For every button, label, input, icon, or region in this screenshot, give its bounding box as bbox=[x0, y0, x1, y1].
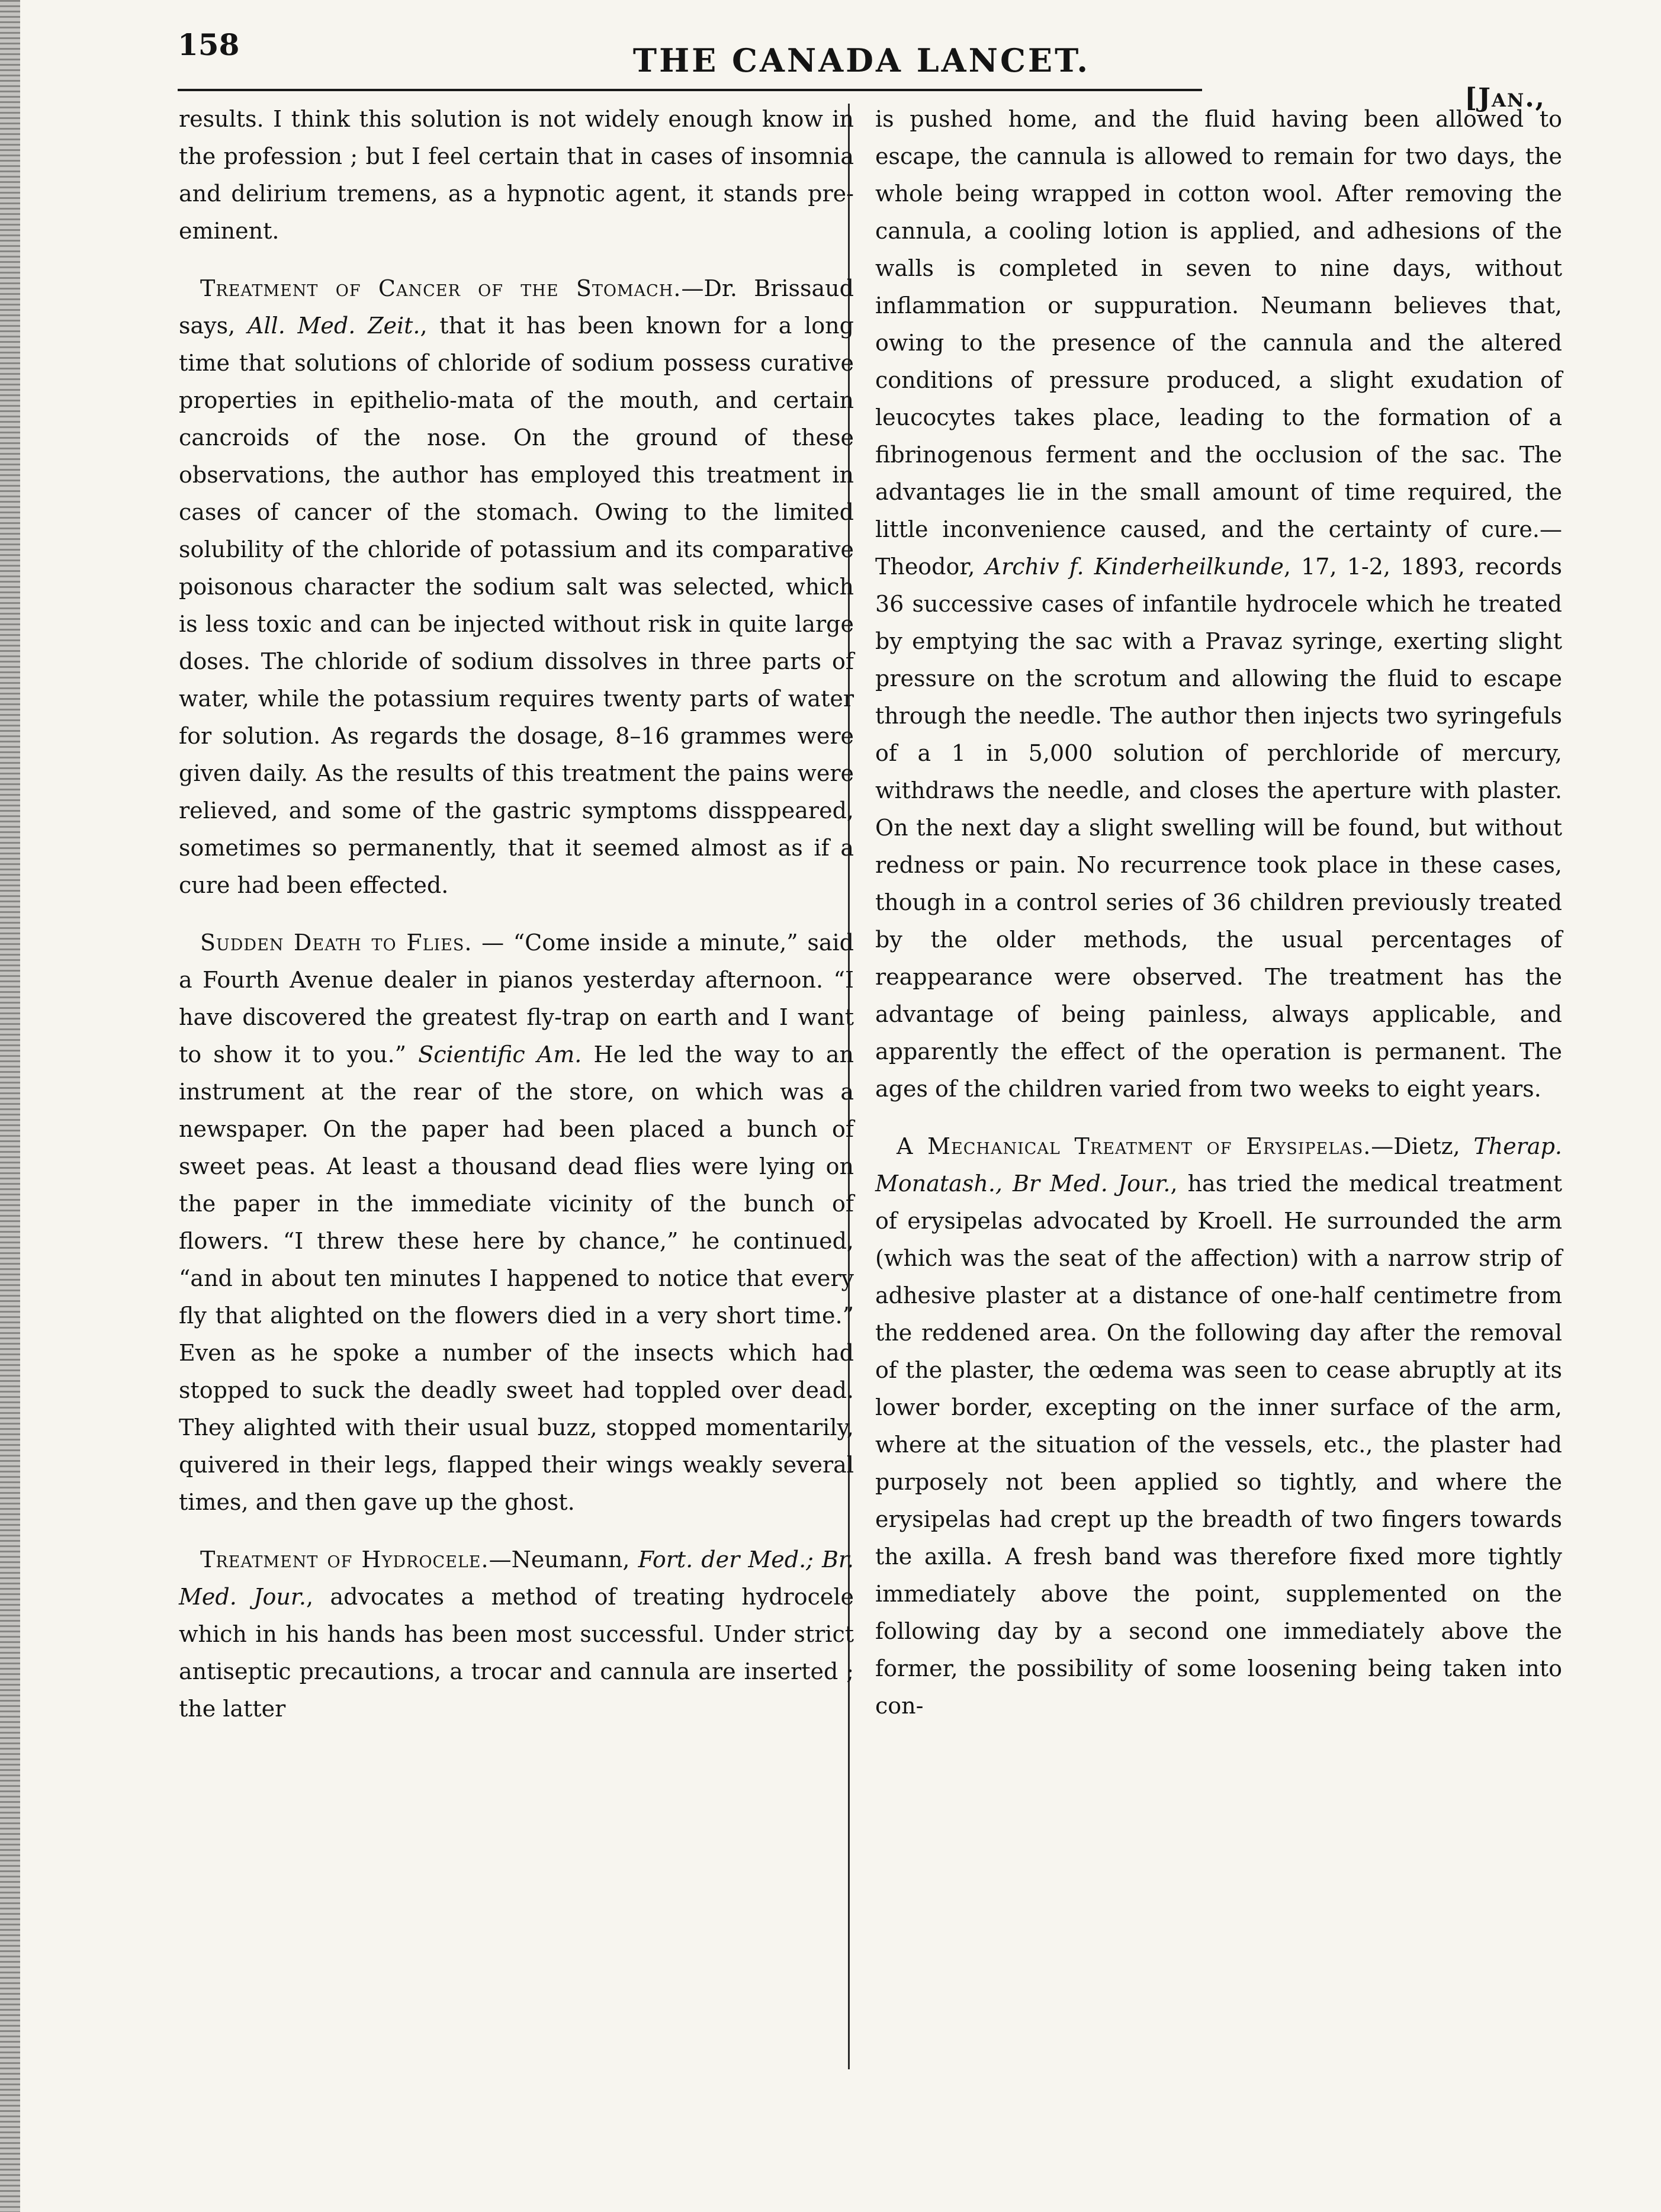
left-column bbox=[179, 101, 854, 1728]
treatment-of-hydrocele-article bbox=[179, 1541, 854, 1728]
article-lead: Dietz, bbox=[1393, 1133, 1474, 1159]
header-rule bbox=[178, 89, 1202, 91]
cancer-of-stomach-article bbox=[179, 270, 854, 904]
mechanical-treatment-of-erysipelas-article bbox=[875, 1128, 1562, 1725]
citation: Archiv f. Kinderheilkunde bbox=[985, 554, 1284, 580]
article-lead: Neumann, bbox=[511, 1547, 638, 1573]
article-heading: Treatment of Cancer of the Stomach. bbox=[200, 275, 682, 301]
citation: Scientific Am. bbox=[418, 1041, 582, 1068]
right-column bbox=[875, 101, 1562, 1725]
citation: All. Med. Zeit. bbox=[247, 313, 420, 339]
citation: Fort. der Med.; Br. Med. Jour. bbox=[179, 1547, 854, 1610]
heading-dash: — bbox=[472, 930, 513, 956]
page-binding-edge bbox=[0, 0, 20, 2212]
article-body: He led the way to an instrument at the rear of the store, on which was a newspaper. On the paper had been placed a bunch of sweet peas. At least a thousand dead flies were lying on the paper in the immediate vicinity of the bunch of flowers. “I threw these here by chance,” he continued, “and in about ten minutes I happened to notice that every fly that alighted on the flowers died in a very short time.” Even as he spoke a number of the insects which had stopped to suck the deadly sweet had toppled over dead. They alighted with their usual buzz, stopped momentarily, quivered in their legs, flapped their wings weakly several times, and then gave up the ghost. bbox=[179, 1041, 854, 1515]
article-body: , has tried the medical treatment of erysipelas advocated by Kroell. He surrounded the arm (which was the seat of the affection) with a narrow strip of adhesive plaster at a distance of one-half centimetre from the reddened area. On the following day after the removal of the plaster, the œdema was seen to cease abruptly at its lower border, excepting on the inner surface of the arm, where at the situation of the vessels, etc., the plaster had purposely not been applied so tightly, and where the erysipelas had crept up the breadth of two fingers towards the axilla. A fresh band was therefore fixed more tightly immediately above the point, supplemented on the following day by a second one immediately above the former, the possibility of some loosening being taken into con- bbox=[875, 1171, 1562, 1719]
article-body: , that it has been known for a long time that solutions of chloride of sodium possess curative properties in epithelio-mata of the mouth, and certain cancroids of the nose. On the ground of these observations, the author has employed this treatment in cases of cancer of the stomach. Owing to the limited solubility of the chloride of potassium and its comparative poisonous character the sodium salt was selected, which is less toxic and can be injected without risk in quite large doses. The chloride of sodium dissolves in three parts of water, while the potassium requires twenty parts of water for solution. As regards the dosage, 8–16 grammes were given daily. As the results of this treatment the pains were relieved, and some of the gastric symptoms dissppeared, sometimes so permanently, that it seemed almost as if a cure had been effected. bbox=[179, 313, 854, 898]
heading-dash: — bbox=[681, 275, 704, 301]
sudden-death-to-flies-article bbox=[179, 924, 854, 1521]
article-body: , advocates a method of treating hydrocele which in his hands has been most successful. Under strict antiseptic precautions, a trocar and cannula are inserted ; the latter bbox=[179, 1584, 854, 1722]
heading-dash: — bbox=[1371, 1133, 1394, 1159]
heading-dash: — bbox=[489, 1547, 512, 1573]
article-heading: A Mechanical Treatment of Erysipelas. bbox=[897, 1133, 1371, 1159]
article-lead: “Come inside a minute,” said a Fourth Avenue dealer in pianos yesterday afternoon. “I have discovered the greatest fly-trap on earth and I want to show it to you.” bbox=[179, 930, 854, 1068]
article-body: , 17, 1-2, 1893, records 36 successive cases of infantile hydrocele which he treated by emptying the sac with a Pravaz syringe, exerting slight pressure on the scrotum and allowing the fluid to escape through the needle. The author then injects two syringefuls of a 1 in 5,000 solution of perchloride of mercury, withdraws the needle, and closes the aperture with plaster. On the next day a slight swelling will be found, but without redness or pain. No recurrence took place in these cases, though in a control series of 36 children previously treated by the older methods, the usual percentages of reappearance were observed. The treatment has the advantage of being painless, always applicable, and apparently the effect of the operation is permanent. The ages of the children varied from two weeks to eight years. bbox=[875, 554, 1562, 1102]
hydrocele-continuation bbox=[875, 101, 1562, 1108]
page-header bbox=[178, 24, 1546, 113]
insomnia-paragraph-end: results. I think this solution is not widely enough know in the profession ; but I feel certain that in cases of insomnia and delirium tremens, as a hypnotic agent, it stands pre-eminent. bbox=[179, 106, 854, 244]
article-heading: Treatment of Hydrocele. bbox=[200, 1547, 489, 1573]
journal-title: THE CANADA LANCET. bbox=[632, 41, 1091, 79]
issue-month: [Jan., bbox=[1464, 83, 1546, 113]
article-body: is pushed home, and the fluid having been allowed to escape, the cannula is allowed to remain for two days, the whole being wrapped in cotton wool. After removing the cannula, a cooling lotion is applied, and adhesions of the walls is completed in seven to nine days, without inflammation or suppuration. Neumann believes that, owing to the presence of the cannula and the altered conditions of pressure produced, a slight exudation of leucocytes takes place, leading to the formation of a fibrinogenous ferment and the occlusion of the sac. The advantages lie in the small amount of time required, the little inconvenience caused, and the certainty of cure.—Theodor, bbox=[875, 106, 1562, 580]
article-heading: Sudden Death to Flies. bbox=[200, 930, 473, 956]
page-number: 158 bbox=[178, 27, 240, 62]
citation: Therap. Monatash., Br Med. Jour. bbox=[875, 1133, 1562, 1197]
article-lead: Dr. Brissaud says, bbox=[179, 275, 854, 339]
